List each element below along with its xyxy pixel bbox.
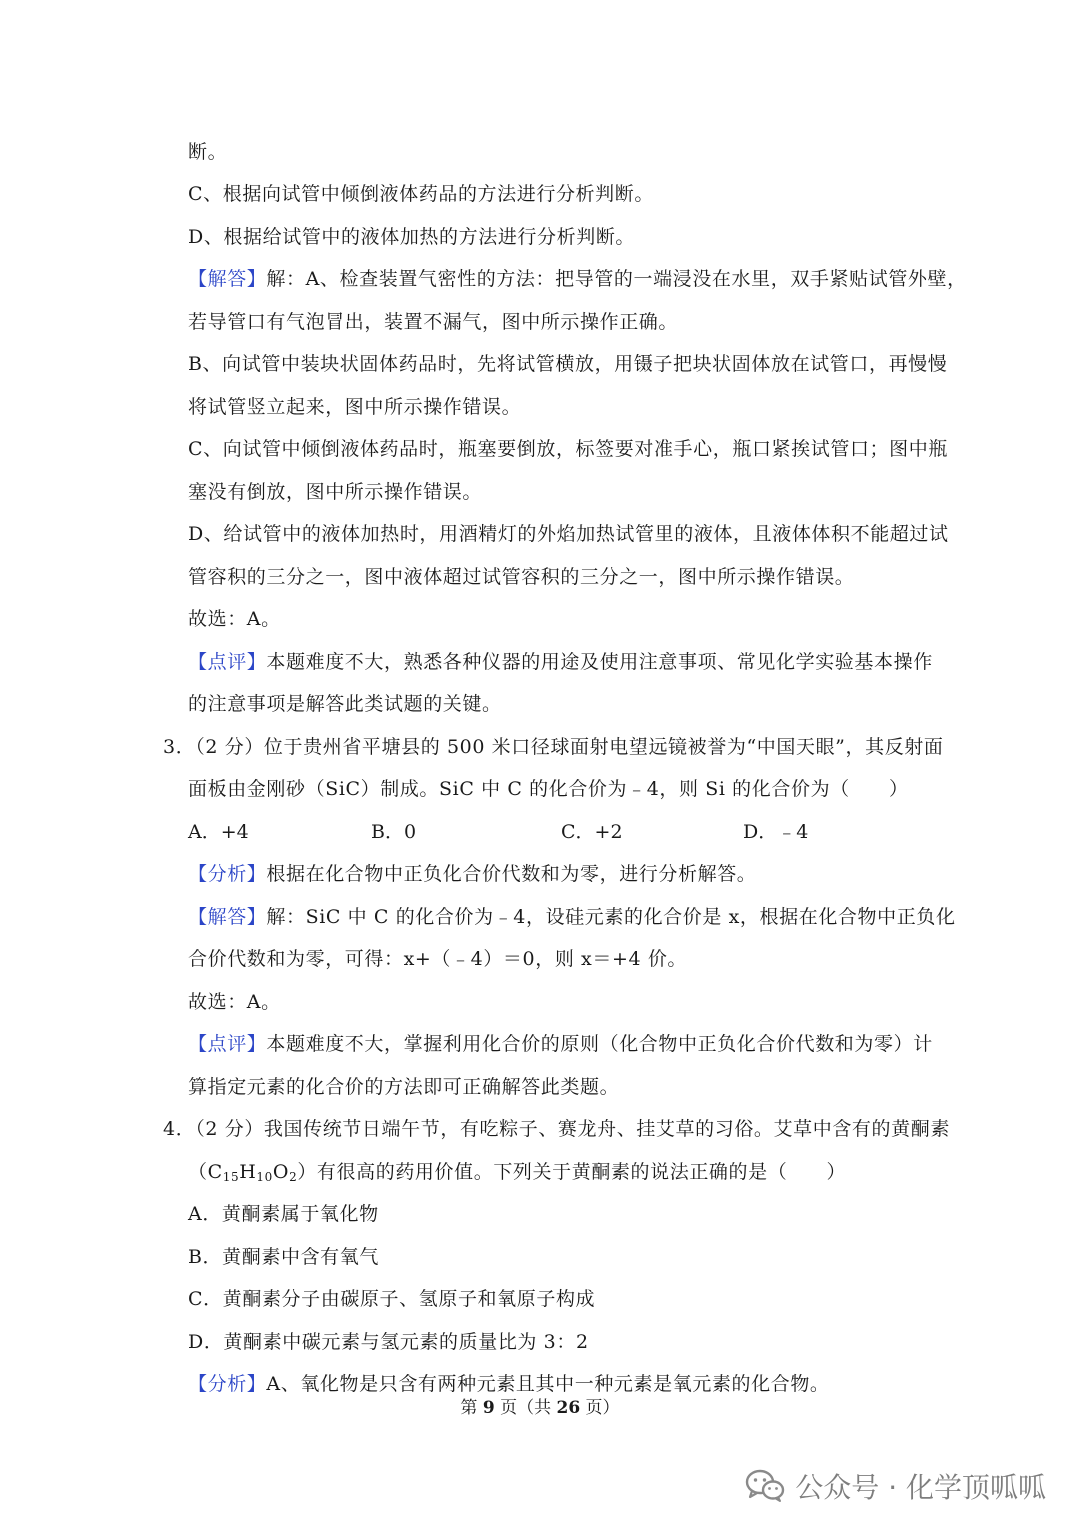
analysis-text: 根据在化合物中正负化合价代数和为零，进行分析解答。 bbox=[266, 863, 757, 885]
question-4-stem-cont bbox=[188, 1159, 846, 1185]
footer-text: 页） bbox=[580, 1398, 620, 1418]
wechat-icon bbox=[745, 1469, 785, 1503]
option-c: C．黄酮素分子由碳原子、氢原子和氧原子构成 bbox=[188, 1288, 596, 1310]
analysis-line bbox=[188, 861, 756, 887]
answer-text: 解：SiC 中 C 的化合价为﹣4，设硅元素的化合价是 x，根据在化合物中正负化 bbox=[266, 906, 956, 928]
comment-text: 本题难度不大，掌握利用化合价的原则（化合物中正负化合价代数和为零）计 bbox=[266, 1033, 933, 1055]
total-pages: 26 bbox=[556, 1398, 581, 1418]
option-a: A．黄酮素属于氧化物 bbox=[188, 1203, 379, 1225]
analysis-text: A、氧化物是只含有两种元素且其中一种元素是氧元素的化合物。 bbox=[266, 1373, 830, 1395]
watermark bbox=[745, 1466, 1046, 1506]
answer-line bbox=[188, 266, 967, 292]
text-line: 故选：A。 bbox=[188, 991, 281, 1013]
page-footer bbox=[0, 1396, 1080, 1420]
question-3-stem: 3．（2 分）位于贵州省平塘县的 500 米口径球面射电望远镜被誉为“中国天眼”，其反射面 bbox=[163, 736, 944, 758]
text-line: C、向试管中倾倒液体药品时，瓶塞要倒放，标签要对准手心，瓶口紧挨试管口；图中瓶 bbox=[188, 438, 948, 460]
text-line: D、给试管中的液体加热时，用酒精灯的外焰加热试管里的液体，且液体体积不能超过试 bbox=[188, 523, 949, 545]
page-number: 9 bbox=[482, 1398, 495, 1418]
option-b: B．0 bbox=[371, 821, 417, 843]
option-b: B．黄酮素中含有氧气 bbox=[188, 1246, 379, 1268]
text-line: 若导管口有气泡冒出，装置不漏气，图中所示操作正确。 bbox=[188, 311, 679, 333]
text-line: 的注意事项是解答此类试题的关键。 bbox=[188, 693, 502, 715]
comment-tag: 【点评】 bbox=[188, 651, 267, 673]
comment-line bbox=[188, 649, 933, 675]
text-line: 管容积的三分之一，图中液体超过试管容积的三分之一，图中所示操作错误。 bbox=[188, 566, 855, 588]
analysis-tag: 【分析】 bbox=[188, 1373, 267, 1395]
subscript: 2 bbox=[289, 1170, 298, 1184]
answer-tag: 【解答】 bbox=[188, 906, 267, 928]
text-line: 合价代数和为零，可得：x+（﹣4）＝0，则 x＝+4 价。 bbox=[188, 948, 688, 970]
text-line: 断。 bbox=[188, 141, 228, 163]
text-line: 故选：A。 bbox=[188, 608, 281, 630]
answer-line bbox=[188, 904, 956, 930]
comment-tag: 【点评】 bbox=[188, 1033, 267, 1055]
answer-tag: 【解答】 bbox=[188, 268, 267, 290]
option-c: C．+2 bbox=[561, 821, 623, 843]
question-3-stem-cont: 面板由金刚砂（SiC）制成。SiC 中 C 的化合价为﹣4，则 Si 的化合价为（ ） bbox=[188, 778, 909, 800]
answer-text: 解：A、检查装置气密性的方法：把导管的一端浸没在水里，双手紧贴试管外壁， bbox=[266, 268, 967, 290]
option-d: D．﹣4 bbox=[743, 821, 809, 843]
formula-element: O bbox=[272, 1161, 290, 1183]
text-line: C、根据向试管中倾倒液体药品的方法进行分析判断。 bbox=[188, 183, 654, 205]
comment-text: 本题难度不大，熟悉各种仪器的用途及使用注意事项、常见化学实验基本操作 bbox=[266, 651, 933, 673]
analysis-line bbox=[188, 1371, 830, 1397]
formula-element: H bbox=[239, 1161, 257, 1183]
question-4-stem: 4．（2 分）我国传统节日端午节，有吃粽子、赛龙舟、挂艾草的习俗。艾草中含有的黄酮素 bbox=[163, 1118, 950, 1140]
formula-suffix: ）有很高的药用价值。下列关于黄酮素的说法正确的是（ ） bbox=[297, 1161, 847, 1183]
text-line: 将试管竖立起来，图中所示操作错误。 bbox=[188, 396, 522, 418]
text-line: B、向试管中装块状固体药品时，先将试管横放，用镊子把块状固体放在试管口，再慢慢 bbox=[188, 353, 948, 375]
subscript: 10 bbox=[256, 1170, 273, 1184]
comment-line bbox=[188, 1031, 933, 1057]
footer-text: 第 bbox=[460, 1398, 483, 1418]
option-a: A．+4 bbox=[188, 821, 249, 843]
text-line: 算指定元素的化合价的方法即可正确解答此类题。 bbox=[188, 1076, 620, 1098]
footer-text: 页（共 bbox=[494, 1398, 557, 1418]
formula-prefix: （C bbox=[188, 1161, 223, 1183]
watermark-text: 公众号 · 化学顶呱呱 bbox=[795, 1471, 1046, 1504]
text-line: 塞没有倒放，图中所示操作错误。 bbox=[188, 481, 483, 503]
analysis-tag: 【分析】 bbox=[188, 863, 267, 885]
option-d: D．黄酮素中碳元素与氢元素的质量比为 3：2 bbox=[188, 1331, 589, 1353]
subscript: 15 bbox=[222, 1170, 240, 1184]
text-line: D、根据给试管中的液体加热的方法进行分析判断。 bbox=[188, 226, 636, 248]
